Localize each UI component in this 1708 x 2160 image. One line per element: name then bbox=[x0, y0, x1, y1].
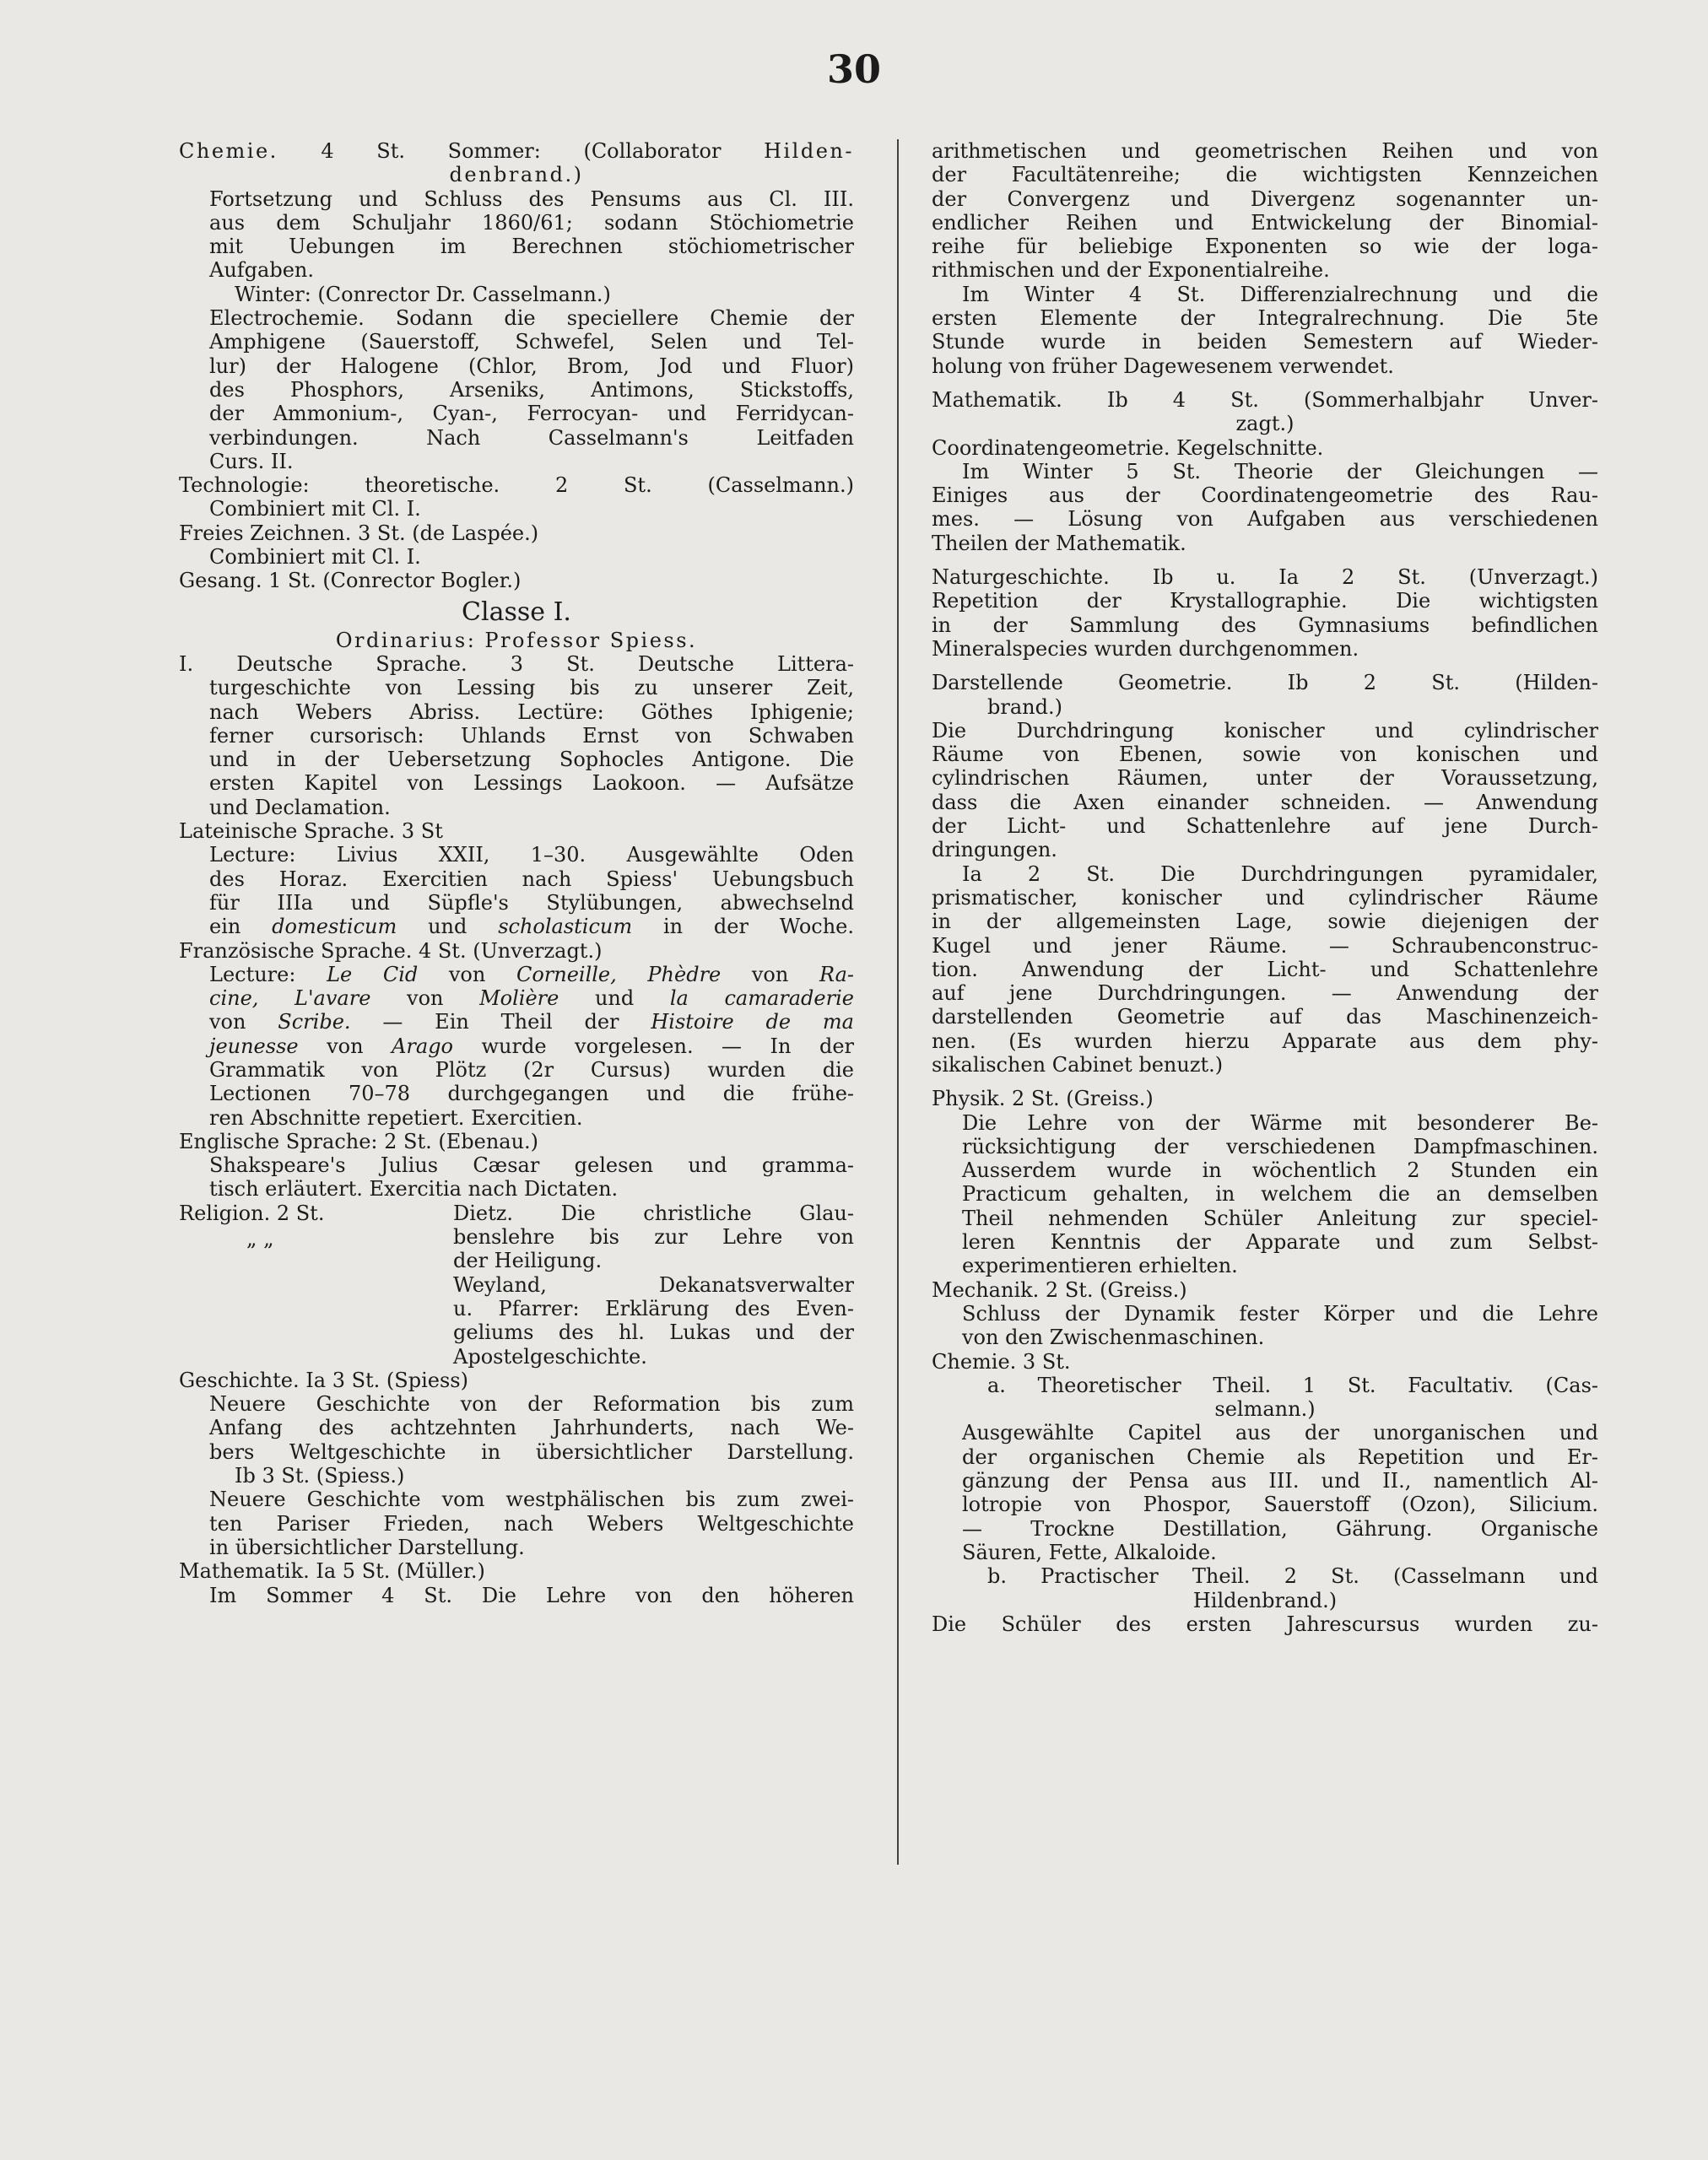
chemie-hours: 4 St. bbox=[321, 139, 406, 163]
text-line: rithmischen und der Exponentialreihe. bbox=[932, 258, 1330, 283]
italic-term: Phèdre bbox=[647, 962, 722, 986]
text-line: Coordinatengeometrie. Kegelschnitte. bbox=[932, 435, 1324, 460]
text-line: Die Durchdringung konischer und cylindrischer bbox=[932, 718, 1598, 742]
text-line: tion. Anwendung der Licht- und Schattenlehre bbox=[932, 957, 1598, 981]
classe-title: Classe I. bbox=[462, 597, 571, 627]
physik-heading: Physik. 2 St. (Greiss.) bbox=[932, 1087, 1154, 1111]
text-line: experimentieren erhielten. bbox=[962, 1254, 1238, 1278]
text-fragment: von bbox=[407, 986, 444, 1011]
spacer bbox=[932, 555, 1598, 565]
religion-heading: Religion. 2 St. bbox=[179, 1201, 325, 1225]
text-line: tisch erläutert. Exercitia nach Dictaten. bbox=[209, 1177, 619, 1202]
text-line: Ausserdem wurde in wöchentlich 2 Stunden ein bbox=[962, 1158, 1598, 1183]
latein-heading: Lateinische Sprache. 3 St bbox=[179, 819, 443, 844]
chemie-b-teacher: Hildenbrand.) bbox=[1192, 1588, 1338, 1612]
franz-heading: Französische Sprache. 4 St. (Unverzagt.) bbox=[179, 938, 603, 963]
text-line: in der allgemeinsten Lage, sowie diejenigen der bbox=[932, 910, 1598, 934]
text-line: mes. — Lösung von Aufgaben aus verschiedenen bbox=[932, 507, 1598, 532]
text-line: bers Weltgeschichte in übersichtlicher Darstellung. bbox=[209, 1439, 854, 1464]
spacer bbox=[932, 1077, 1598, 1087]
text-line: in übersichtlicher Darstellung. bbox=[209, 1535, 525, 1559]
text-line: Einiges aus der Coordinatengeometrie des Rau- bbox=[932, 483, 1598, 508]
text-line: Aufgaben. bbox=[209, 258, 314, 283]
math-ib-heading-2: zagt.) bbox=[1235, 412, 1295, 436]
text-line: Electrochemie. Sodann die speciellere Chemie der bbox=[209, 306, 854, 331]
text-fragment: von bbox=[448, 962, 486, 986]
technologie-heading: Technologie: theoretische. 2 St. (Casselmann.) bbox=[179, 473, 854, 498]
text-line: Amphigene (Sauerstoff, Schwefel, Selen und Tel- bbox=[209, 330, 854, 354]
chemie-teacher-a: Hilden- bbox=[764, 139, 854, 163]
math-ib-heading: Mathematik. Ib 4 St. (Sommerhalbjahr Unver- bbox=[932, 387, 1598, 412]
text-line: Kugel und jener Räume. — Schraubenconstruc- bbox=[932, 933, 1598, 958]
spacer bbox=[932, 378, 1598, 388]
geometrie-heading-2: brand.) bbox=[987, 694, 1062, 719]
text-line: Apostelgeschichte. bbox=[453, 1344, 647, 1369]
chemie-teacher-open: (Collaborator bbox=[583, 139, 722, 163]
text-line: Fortsetzung und Schluss des Pensums aus Cl. III. bbox=[209, 186, 854, 211]
text-line: der Convergenz und Divergenz sogenannter un- bbox=[932, 186, 1598, 211]
religion-block bbox=[179, 1202, 854, 1369]
text-line: leren Kenntnis der Apparate und zum Selbst- bbox=[962, 1230, 1598, 1255]
text-fragment: — Ein Theil der bbox=[382, 1010, 619, 1034]
text-line: ferner cursorisch: Uhlands Ernst von Schwaben bbox=[209, 723, 854, 748]
text-line: lur) der Halogene (Chlor, Brom, Jod und Fluor) bbox=[209, 354, 854, 378]
chemie-teacher-b: denbrand.) bbox=[449, 163, 584, 187]
text-line: Lecture: Livius XXII, 1–30. Ausgewählte Oden bbox=[209, 843, 854, 867]
text-line: Die Schüler des ersten Jahrescursus wurden zu- bbox=[932, 1612, 1598, 1636]
text-line: in der Sammlung des Gymnasiums befindlichen bbox=[932, 613, 1598, 637]
chemie-winter: Winter: (Conrector Dr. Casselmann.) bbox=[235, 282, 611, 306]
text-line: gänzung der Pensa aus III. und II., namentlich Al- bbox=[962, 1469, 1598, 1493]
text-line: endlicher Reihen und Entwickelung der Binomial- bbox=[932, 210, 1598, 235]
text-line: und in der Uebersetzung Sophocles Antigone. Die bbox=[209, 748, 854, 772]
mathematik-heading: Mathematik. Ia 5 St. (Müller.) bbox=[179, 1559, 485, 1584]
ordinarius: Ordinarius: Professor Spiess. bbox=[335, 628, 698, 652]
naturgeschichte-heading: Naturgeschichte. Ib u. Ia 2 St. (Unverzagt.) bbox=[932, 565, 1598, 590]
franz-line-4 bbox=[179, 1034, 854, 1058]
italic-term: Arago bbox=[392, 1034, 454, 1058]
text-line: u. Pfarrer: Erklärung des Even- bbox=[453, 1296, 854, 1320]
text-line: turgeschichte von Lessing bis zu unserer Zeit, bbox=[209, 676, 854, 700]
text-line: Dietz. Die christliche Glau- bbox=[453, 1201, 854, 1225]
chemie-heading: Chemie. bbox=[179, 139, 278, 163]
chemie-season: Sommer: bbox=[447, 139, 541, 163]
column-divider bbox=[897, 139, 899, 1865]
text-fragment: Lecture: bbox=[209, 962, 296, 986]
text-fragment: von bbox=[751, 962, 789, 986]
text-line: nach Webers Abriss. Lectüre: Göthes Iphigenie; bbox=[209, 699, 854, 724]
text-line: dringungen. bbox=[932, 838, 1057, 862]
technologie-sub: Combiniert mit Cl. I. bbox=[209, 497, 421, 521]
text-line: aus dem Schuljahr 1860/61; sodann Stöchiometrie bbox=[209, 210, 854, 235]
text-fragment: wurde vorgelesen. — In der bbox=[481, 1034, 854, 1058]
italic-term: la camaraderie bbox=[669, 986, 854, 1011]
italic-term: Corneille, bbox=[516, 962, 617, 986]
text-line: Im Winter 5 St. Theorie der Gleichungen — bbox=[962, 459, 1598, 483]
text-line: Shakspeare's Julius Cæsar gelesen und gramma- bbox=[209, 1153, 854, 1178]
text-line: arithmetischen und geometrischen Reihen und von bbox=[932, 139, 1598, 163]
text-line: des Horaz. Exercitien nach Spiess' Uebungsbuch bbox=[209, 867, 854, 891]
text-line: cylindrischen Räumen, unter der Voraussetzung, bbox=[932, 766, 1598, 791]
text-line: Grammatik von Plötz (2r Cursus) wurden die bbox=[209, 1057, 854, 1082]
text-line: Theil nehmenden Schüler Anleitung zur speciel- bbox=[962, 1206, 1598, 1230]
text-line: Ausgewählte Capitel aus der unorganischen und bbox=[962, 1421, 1598, 1445]
text-line: ersten Elemente der Integralrechnung. Die 5te bbox=[932, 306, 1598, 331]
text-line: ersten Kapitel von Lessings Laokoon. — Aufsätze bbox=[209, 771, 854, 796]
text-line: dass die Axen einander schneiden. — Anwendung bbox=[932, 790, 1598, 814]
text-line: mit Uebungen im Berechnen stöchiometrischer bbox=[209, 235, 854, 259]
italic-term: Histoire de ma bbox=[651, 1010, 854, 1034]
italic-term: Scribe. bbox=[278, 1010, 351, 1034]
page-number: 30 bbox=[826, 46, 881, 92]
englisch-heading: Englische Sprache: 2 St. (Ebenau.) bbox=[179, 1129, 539, 1153]
zeichnen-sub: Combiniert mit Cl. I. bbox=[209, 545, 421, 570]
text-line: sikalischen Cabinet benuzt.) bbox=[932, 1052, 1224, 1077]
text-line: Säuren, Fette, Alkaloide. bbox=[962, 1540, 1217, 1564]
geometrie-heading: Darstellende Geometrie. Ib 2 St. (Hilden- bbox=[932, 671, 1598, 695]
text-fragment: von bbox=[327, 1034, 364, 1058]
chemie-heading-line bbox=[179, 139, 854, 163]
text-line: Curs. II. bbox=[209, 449, 294, 473]
text-line: der Heiligung. bbox=[453, 1249, 603, 1273]
italic-term: jeunesse bbox=[209, 1034, 299, 1058]
italic-term: Ra- bbox=[819, 962, 854, 986]
franz-line-1 bbox=[179, 963, 854, 986]
italic-term: domesticum bbox=[272, 915, 397, 939]
text-line: Die Lehre von der Wärme mit besonderer Be- bbox=[962, 1110, 1598, 1135]
text-line: und Declamation. bbox=[209, 795, 391, 819]
text-line: reihe für beliebige Exponenten so wie der loga- bbox=[932, 235, 1598, 259]
text-line: nen. (Es wurden hierzu Apparate aus dem phy- bbox=[932, 1029, 1598, 1053]
text-line: der Licht- und Schattenlehre auf jene Durch- bbox=[932, 814, 1598, 839]
geschichte-heading: Geschichte. Ia 3 St. (Spiess) bbox=[179, 1368, 468, 1392]
gesang-heading: Gesang. 1 St. (Conrector Bogler.) bbox=[179, 569, 522, 593]
chemie-a-heading: a. Theoretischer Theil. 1 St. Facultativ. (Cas- bbox=[987, 1373, 1598, 1397]
text-line: auf jene Durchdringungen. — Anwendung der bbox=[932, 981, 1598, 1006]
text-line: geliums des hl. Lukas und der bbox=[453, 1320, 854, 1345]
text-line: Räume von Ebenen, sowie von konischen und bbox=[932, 742, 1598, 767]
spacer bbox=[932, 661, 1598, 671]
italic-term: Le Cid bbox=[327, 962, 419, 986]
text-line: lotropie von Phospor, Sauerstoff (Ozon), Silicium. bbox=[962, 1493, 1598, 1517]
text-line: benslehre bis zur Lehre von bbox=[453, 1225, 854, 1250]
latein-last-line bbox=[179, 915, 854, 938]
text-line: des Phosphors, Arseniks, Antimons, Stickstoffs, bbox=[209, 377, 854, 402]
text-line: Theilen der Mathematik. bbox=[932, 531, 1186, 555]
text-line: Practicum gehalten, in welchem die an demselben bbox=[962, 1182, 1598, 1207]
text-line: Repetition der Krystallographie. Die wichtigsten bbox=[932, 589, 1598, 613]
italic-term: L'avare bbox=[295, 986, 371, 1011]
text-line: Schluss der Dynamik fester Körper und die Lehre bbox=[962, 1301, 1598, 1326]
italic-term: Molière bbox=[479, 986, 559, 1011]
religion-ditto: „ „ bbox=[246, 1226, 274, 1250]
text-fragment: in der Woche. bbox=[662, 915, 854, 939]
text-fragment: und bbox=[594, 986, 635, 1011]
text-line: Neuere Geschichte von der Reformation bis zum bbox=[209, 1392, 854, 1417]
italic-term: scholasticum bbox=[498, 915, 633, 939]
text-line: holung von früher Dagewesenem verwendet. bbox=[932, 354, 1394, 378]
text-fragment: von bbox=[209, 1010, 246, 1034]
text-line: Stunde wurde in beiden Semestern auf Wieder- bbox=[932, 330, 1598, 354]
deutsch-heading: I. Deutsche Sprache. 3 St. Deutsche Littera- bbox=[179, 651, 854, 676]
text-line: der Facultätenreihe; die wichtigsten Kennzeichen bbox=[932, 163, 1598, 187]
geschichte-ib: Ib 3 St. (Spiess.) bbox=[235, 1464, 405, 1488]
right-column bbox=[932, 139, 1598, 1636]
text-line: Ia 2 St. Die Durchdringungen pyramidaler, bbox=[962, 861, 1598, 886]
text-line: Anfang des achtzehnten Jahrhunderts, nach We- bbox=[209, 1416, 854, 1440]
zeichnen-heading: Freies Zeichnen. 3 St. (de Laspée.) bbox=[179, 521, 539, 545]
text-line: Mineralspecies wurden durchgenommen. bbox=[932, 636, 1359, 661]
text-line: darstellenden Geometrie auf das Maschinenzeich- bbox=[932, 1005, 1598, 1029]
mechanik-heading: Mechanik. 2 St. (Greiss.) bbox=[932, 1277, 1187, 1302]
text-line: ren Abschnitte repetiert. Exercitien. bbox=[209, 1105, 583, 1130]
text-line: der organischen Chemie als Repetition und Er- bbox=[962, 1444, 1598, 1469]
text-line: ten Pariser Frieden, nach Webers Weltgeschichte bbox=[209, 1511, 854, 1536]
text-line: Im Sommer 4 St. Die Lehre von den höheren bbox=[209, 1583, 854, 1607]
text-line: Im Winter 4 St. Differenzialrechnung und die bbox=[962, 282, 1598, 306]
franz-line-2 bbox=[179, 986, 854, 1010]
text-line: rücksichtigung der verschiedenen Dampfmaschinen. bbox=[962, 1134, 1598, 1158]
text-fragment: ein bbox=[209, 915, 241, 939]
chemie-right-heading: Chemie. 3 St. bbox=[932, 1349, 1071, 1374]
text-fragment: und bbox=[428, 915, 468, 939]
text-line: — Trockne Destillation, Gährung. Organische bbox=[962, 1516, 1598, 1541]
text-line: von den Zwischenmaschinen. bbox=[962, 1326, 1265, 1350]
text-line: Weyland, Dekanatsverwalter bbox=[453, 1272, 854, 1297]
franz-line-3 bbox=[179, 1010, 854, 1034]
chemie-a-teacher: selmann.) bbox=[1214, 1397, 1316, 1422]
text-line: verbindungen. Nach Casselmann's Leitfaden bbox=[209, 425, 854, 450]
text-line: der Ammonium-, Cyan-, Ferrocyan- und Ferridycan- bbox=[209, 402, 854, 426]
left-column bbox=[179, 139, 854, 1607]
chemie-b-heading: b. Practischer Theil. 2 St. (Casselmann und bbox=[987, 1564, 1598, 1589]
text-line: Lectionen 70–78 durchgegangen und die frühe- bbox=[209, 1082, 854, 1106]
text-line: für IIIa und Süpfle's Stylübungen, abwechselnd bbox=[209, 890, 854, 915]
text-line: prismatischer, konischer und cylindrischer Räume bbox=[932, 885, 1598, 910]
text-line: Neuere Geschichte vom westphälischen bis zum zwei- bbox=[209, 1488, 854, 1512]
italic-term: cine, bbox=[209, 986, 259, 1011]
